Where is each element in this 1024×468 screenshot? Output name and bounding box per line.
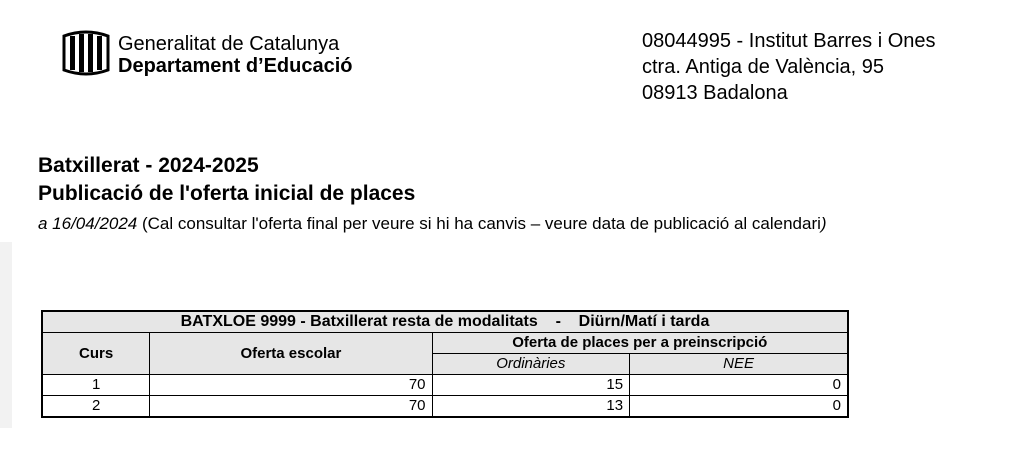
column-header-preinscripcio: Oferta de places per a preinscripció	[432, 333, 848, 354]
column-header-oferta-escolar: Oferta escolar	[150, 333, 432, 375]
subheader-nee: NEE	[630, 354, 848, 375]
school-address	[642, 28, 936, 106]
heading-line-1: Batxillerat - 2024-2025	[38, 154, 259, 177]
organization-name	[118, 33, 353, 77]
cell-nee: 0	[630, 375, 848, 396]
table-row	[42, 375, 848, 396]
cell-nee: 0	[630, 396, 848, 418]
left-edge-strip	[0, 242, 12, 428]
org-line-generalitat: Generalitat de Catalunya	[118, 33, 340, 55]
school-street: ctra. Antiga de València, 95	[642, 56, 885, 78]
publication-date: a 16/04/2024	[38, 214, 142, 233]
publication-note: Cal consultar l'oferta final per veure si hi ha canvis – veure data de publicació al calendari	[147, 214, 821, 233]
places-offer-table	[41, 310, 849, 418]
table-title-row	[42, 311, 848, 333]
heading-line-2: Publicació de l'oferta inicial de places	[38, 182, 416, 205]
generalitat-logo-icon	[60, 30, 112, 76]
cell-ordinaries: 13	[432, 396, 630, 418]
note-open-paren: (	[141, 214, 148, 233]
column-header-curs: Curs	[42, 333, 150, 375]
school-name: 08044995 - Institut Barres i Ones	[642, 30, 936, 52]
table-row	[42, 396, 848, 418]
cell-curs: 1	[42, 375, 150, 396]
school-city: 08913 Badalona	[642, 82, 788, 104]
table-header-row	[42, 333, 848, 354]
cell-curs: 2	[42, 396, 150, 418]
org-line-departament: Departament d’Educació	[118, 55, 353, 77]
cell-oferta-escolar: 70	[150, 396, 432, 418]
table-title: BATXLOE 9999 - Batxillerat resta de modalitats - Diürn/Matí i tarda	[42, 311, 848, 333]
publication-date-line	[38, 212, 827, 236]
note-close-paren: )	[820, 214, 827, 233]
cell-ordinaries: 15	[432, 375, 630, 396]
subheader-ordinaries: Ordinàries	[432, 354, 630, 375]
page-heading	[38, 152, 415, 208]
cell-oferta-escolar: 70	[150, 375, 432, 396]
